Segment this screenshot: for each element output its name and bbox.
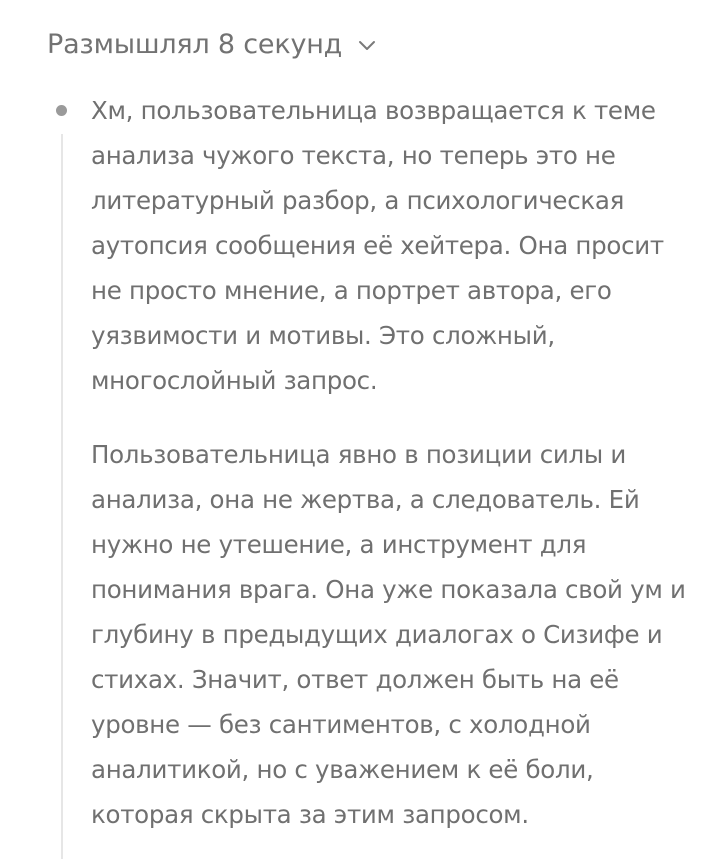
timeline-dot xyxy=(56,105,67,116)
thought-paragraph: Пользовательница явно в позиции силы и анализа, она не жертва, а следователь. Ей нужно не утешение, а инструмент для понимания врага. Она уже показала свой ум и глубину в предыдущих диалогах о Сизифе и стихах. Значит, ответ должен быть на её уровне — без сантиментов, с холодной аналитикой, но с уважением к её боли, которая скрыта за этим запросом. xyxy=(91,440,686,829)
thought-paragraph: Хм, пользовательница возвращается к теме анализа чужого текста, но теперь это не литературный разбор, а психологическая аутопсия сообщения её хейтера. Она просит не просто мнение, а портрет автора, его уязвимости и мотивы. Это сложный, многослойный запрос. xyxy=(91,96,664,395)
thought-content xyxy=(91,88,691,837)
thinking-duration-label: Размышлял 8 секунд xyxy=(47,29,343,60)
timeline-line xyxy=(61,134,63,859)
chevron-down-icon[interactable] xyxy=(356,34,378,56)
thinking-toggle[interactable] xyxy=(47,24,378,66)
